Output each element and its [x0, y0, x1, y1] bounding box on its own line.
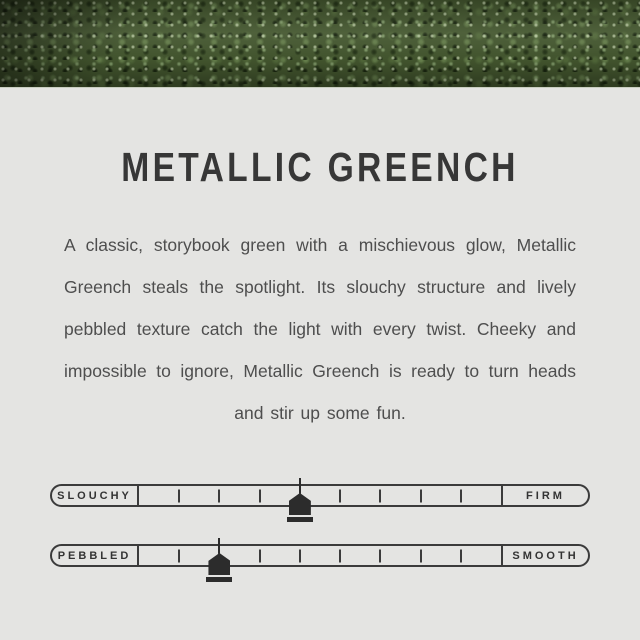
scale-marker-icon: [206, 538, 232, 582]
marker-needle: [218, 538, 220, 553]
tick-mark: [299, 549, 301, 562]
tick-mark: [379, 549, 381, 562]
marker-underbar: [287, 517, 313, 522]
scale-right-label: FIRM: [501, 486, 588, 505]
scale-tick-track: [139, 546, 501, 565]
scale-left-label: SLOUCHY: [52, 486, 139, 505]
marker-body: [289, 493, 311, 515]
marker-underbar: [206, 577, 232, 582]
scale-texture: [50, 544, 590, 567]
scale-right-label: SMOOTH: [501, 546, 588, 565]
tick-mark: [460, 489, 462, 502]
scale-left-label: PEBBLED: [52, 546, 139, 565]
tick-mark: [420, 549, 422, 562]
scale-structure: [50, 484, 590, 507]
tick-mark: [218, 489, 220, 502]
tick-mark: [339, 489, 341, 502]
tick-mark: [178, 549, 180, 562]
leather-texture-banner: [0, 0, 640, 88]
tick-mark: [379, 489, 381, 502]
scale-tick-track: [139, 486, 501, 505]
page-title: METALLIC GREENCH: [121, 144, 519, 190]
marker-needle: [299, 478, 301, 493]
marker-body: [208, 553, 230, 575]
tick-mark: [259, 549, 261, 562]
scale-marker-icon: [287, 478, 313, 522]
tick-mark: [339, 549, 341, 562]
tick-mark: [460, 549, 462, 562]
product-description: A classic, storybook green with a mischievous glow, Metallic Greench steals the spotlight. Its slouchy structure and lively pebbled texture catch the light with every twist. Cheeky and impossible to ignore, Metallic Greench is ready to turn heads and stir up some fun.: [64, 235, 576, 423]
tick-mark: [178, 489, 180, 502]
tick-mark: [420, 489, 422, 502]
tick-mark: [259, 489, 261, 502]
